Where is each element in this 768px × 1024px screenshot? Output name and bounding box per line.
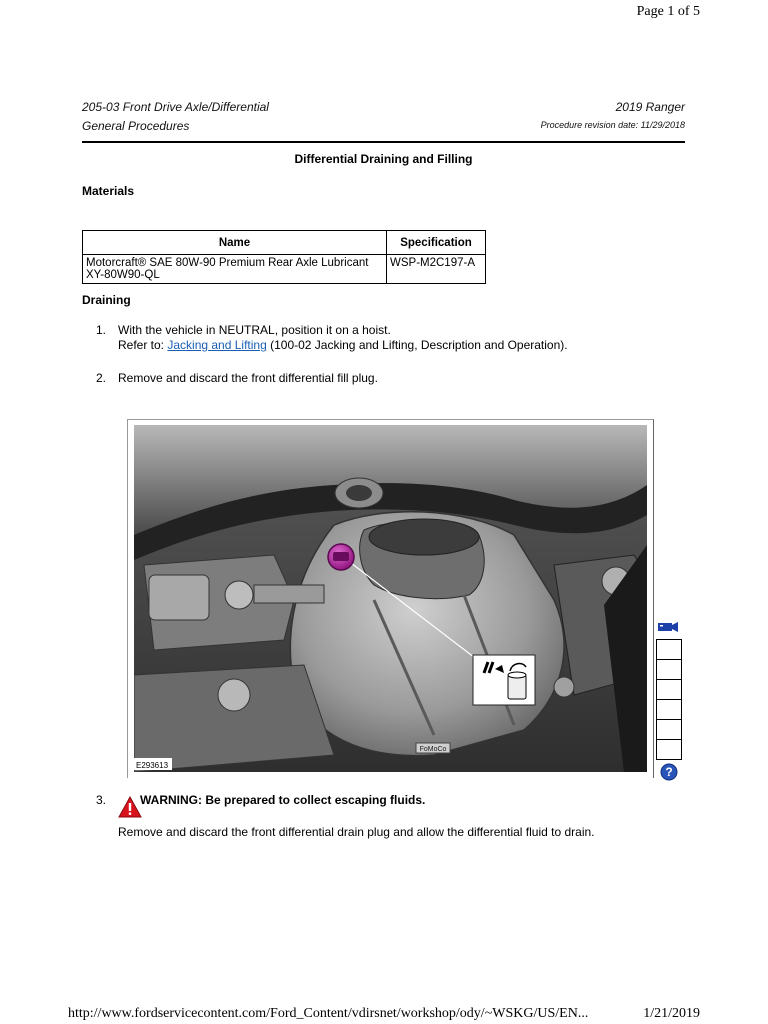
lower-right-bolt	[554, 677, 574, 697]
jacking-and-lifting-link[interactable]: Jacking and Lifting	[167, 338, 267, 352]
header-category: General Procedures	[82, 119, 190, 133]
lower-left-bolt	[218, 679, 250, 711]
figure-tool-slot-3[interactable]	[656, 679, 682, 699]
step-number: 2.	[96, 371, 107, 385]
materials-heading: Materials	[82, 184, 135, 198]
trash-can-rim	[508, 672, 526, 678]
warning-icon	[118, 796, 142, 818]
upper-bolt-hole	[346, 485, 372, 501]
refer-suffix: (100-02 Jacking and Lifting, Description and Operation).	[266, 338, 568, 352]
figure-tool-slot-2[interactable]	[656, 659, 682, 679]
figure-toolbar	[656, 620, 682, 786]
header-divider	[82, 141, 685, 143]
warning-text: WARNING: Be prepared to collect escaping fluids.	[140, 793, 426, 807]
figure-tool-slot-4[interactable]	[656, 699, 682, 719]
pinion-opening	[369, 519, 479, 555]
header-section: 205-03 Front Drive Axle/Differential	[82, 100, 269, 114]
page-number: Page 1 of 5	[636, 4, 700, 19]
step-number: 3.	[96, 793, 107, 807]
procedure-title: Differential Draining and Filling	[294, 152, 473, 166]
fomoco-text: FoMoCo	[419, 746, 447, 753]
figure-tool-slot-1[interactable]	[656, 639, 682, 659]
step-1	[96, 323, 568, 353]
video-camera-icon[interactable]	[656, 620, 680, 634]
figure-tool-slot-5[interactable]	[656, 719, 682, 739]
refer-prefix: Refer to:	[118, 338, 168, 352]
table-header-row	[83, 231, 486, 255]
help-icon[interactable]	[660, 763, 678, 781]
table-header-specification: Specification	[387, 231, 486, 255]
fill-plug-socket	[333, 552, 349, 561]
footer-url: http://www.fordservicecontent.com/Ford_Content/vdirsnet/workshop/ody/~WSKG/US/EN...	[68, 1006, 589, 1021]
svg-text:?: ?	[665, 765, 673, 779]
header-revision-date: Procedure revision date: 11/29/2018	[540, 120, 685, 130]
footer-date: 1/21/2019	[643, 1006, 700, 1021]
table-header-name: Name	[83, 231, 387, 255]
step-3-text: Remove and discard the front differential drain plug and allow the differential fluid to drain.	[118, 825, 595, 839]
materials-table	[82, 230, 486, 284]
step-3-number	[96, 793, 118, 808]
differential-illustration[interactable]	[134, 425, 647, 772]
table-row	[83, 255, 486, 284]
left-shaft	[254, 585, 324, 603]
header-model: 2019 Ranger	[615, 100, 685, 114]
material-name: Motorcraft® SAE 80W-90 Premium Rear Axle Lubricant	[86, 257, 369, 269]
figure-tool-slot-6[interactable]	[656, 739, 682, 760]
step-text: Remove and discard the front differential fill plug.	[118, 371, 378, 385]
left-bolt	[225, 581, 253, 609]
step-2	[96, 371, 378, 386]
material-part-number: XY-80W90-QL	[86, 269, 160, 281]
step-reference	[118, 338, 568, 353]
draining-heading: Draining	[82, 293, 131, 307]
left-bracket	[149, 575, 209, 620]
step-number: 1.	[96, 323, 107, 337]
step-text: With the vehicle in NEUTRAL, position it on a hoist.	[118, 323, 391, 337]
material-name-cell	[83, 255, 387, 284]
trash-can-icon	[508, 675, 526, 699]
material-spec-cell: WSP-M2C197-A	[387, 255, 486, 284]
figure-id-label: E293613	[136, 761, 169, 770]
